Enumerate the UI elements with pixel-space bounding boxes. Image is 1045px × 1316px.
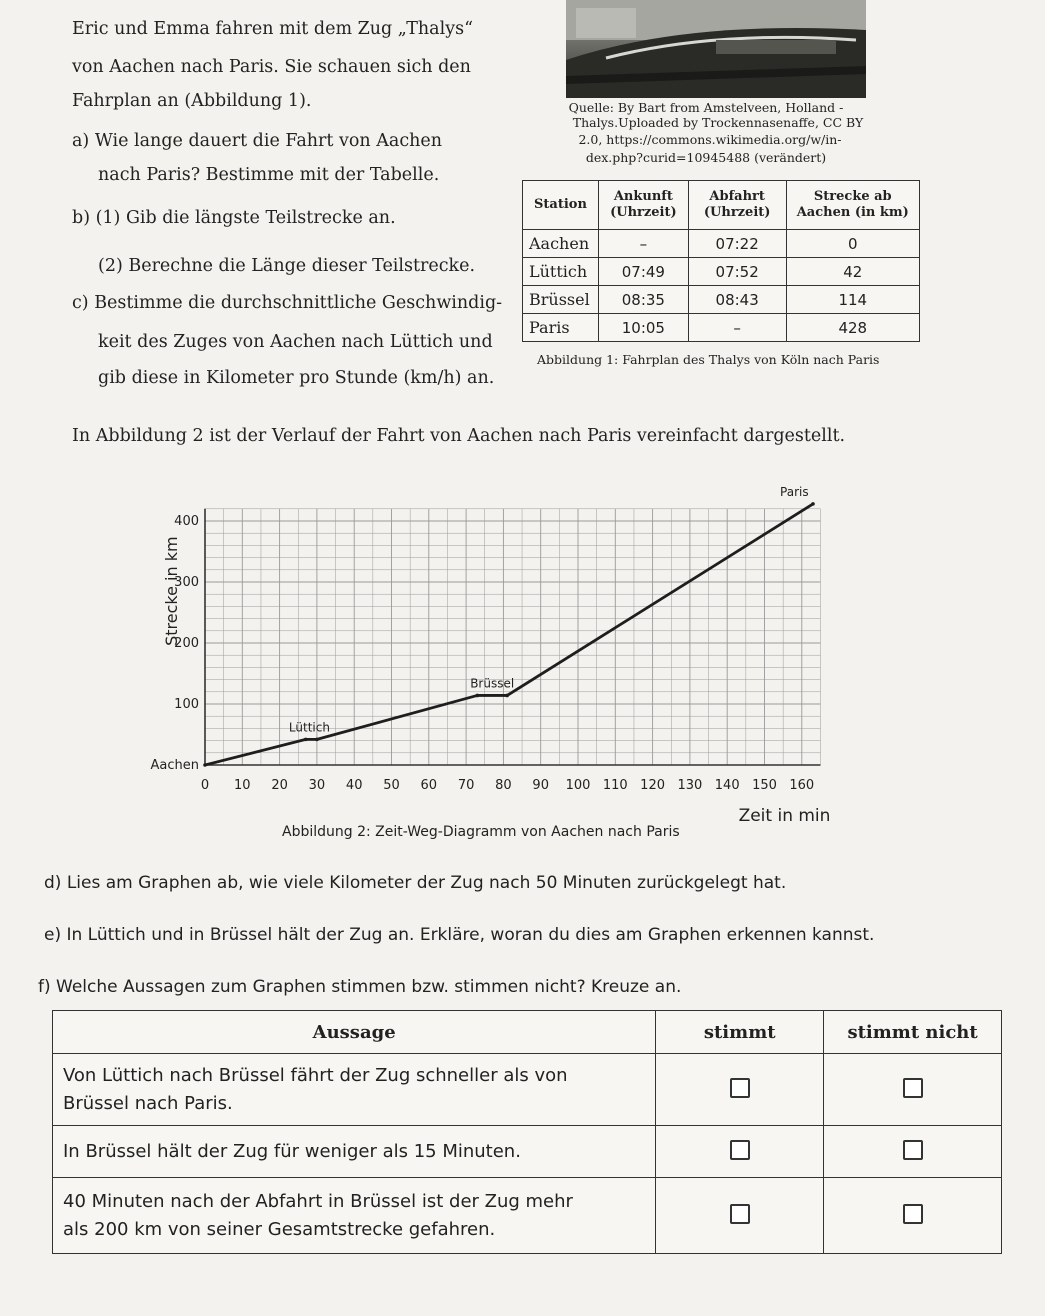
checkbox-stimmt-nicht[interactable] <box>903 1078 923 1098</box>
intro-line-3: Fahrplan an (Abbildung 1). <box>72 91 312 111</box>
photo-source-line-2: Thalys.Uploaded by Trockennasenaffe, CC BY <box>572 115 864 130</box>
x-tick-label: 150 <box>752 778 777 793</box>
data-point <box>811 502 815 506</box>
checkbox-stimmt-nicht[interactable] <box>903 1204 923 1224</box>
task-d: d) Lies am Graphen ab, wie viele Kilometer der Zug nach 50 Minuten zurückgelegt hat. <box>44 873 787 893</box>
task-c-line-1: c) Bestimme die durchschnittliche Geschwindig- <box>72 293 503 313</box>
x-tick-label: 40 <box>345 778 363 793</box>
header-abfahrt: Abfahrt (Uhrzeit) <box>688 181 786 230</box>
x-tick-label: 140 <box>714 778 740 793</box>
x-tick-label: 10 <box>234 778 251 793</box>
x-tick-label: 0 <box>200 778 210 793</box>
x-tick-labels <box>201 778 814 793</box>
timetable <box>522 180 920 342</box>
statement-text: In Brüssel hält der Zug für weniger als 15 Minuten. <box>63 1140 521 1162</box>
x-tick-label: 70 <box>457 778 475 793</box>
x-tick-label: 110 <box>602 778 628 793</box>
header-stimmt-nicht: stimmt nicht <box>824 1011 1002 1054</box>
header-station: Station <box>523 181 599 230</box>
data-point <box>304 738 308 742</box>
annotation-label: Lüttich <box>288 720 330 735</box>
thalys-train-photo <box>566 0 866 98</box>
chart-annotations <box>289 485 809 734</box>
task-a-line-1: a) Wie lange dauert die Fahrt von Aachen <box>72 131 443 151</box>
x-tick-label: 20 <box>271 778 288 793</box>
data-point <box>505 694 509 698</box>
data-point <box>315 738 319 742</box>
table-row: Lüttich 07:49 07:52 42 <box>523 258 920 286</box>
x-tick-label: 30 <box>308 778 326 793</box>
statement-text: Brüssel nach Paris. <box>63 1092 233 1114</box>
x-tick-label: 90 <box>532 778 549 793</box>
checkbox-stimmt[interactable] <box>730 1078 750 1098</box>
annotation-label: Paris <box>780 484 809 499</box>
header-strecke: Strecke ab Aachen (in km) <box>786 181 919 230</box>
photo-source-line-4: dex.php?curid=10945488 (verändert) <box>585 150 827 165</box>
distance-time-chart <box>140 445 860 830</box>
x-tick-label: 60 <box>420 778 438 793</box>
task-b2: (2) Berechne die Länge dieser Teilstrecke. <box>98 256 476 276</box>
annotation-label: Brüssel <box>470 676 515 691</box>
header-ankunft: Ankunft (Uhrzeit) <box>598 181 688 230</box>
x-axis-label: Zeit in min <box>738 806 831 826</box>
x-tick-label: 160 <box>789 778 815 793</box>
chart-caption: Abbildung 2: Zeit-Weg-Diagramm von Aachen nach Paris <box>282 824 680 840</box>
photo-source-line-3: 2.0, https://commons.wikimedia.org/w/in- <box>578 132 842 147</box>
statement-row <box>53 1178 1002 1254</box>
header-aussage: Aussage <box>53 1011 656 1054</box>
task-a-line-2: nach Paris? Bestimme mit der Tabelle. <box>98 165 440 185</box>
y-tick-label: 200 <box>174 636 199 651</box>
statement-text: Von Lüttich nach Brüssel fährt der Zug schneller als von <box>63 1064 568 1086</box>
header-stimmt: stimmt <box>656 1011 824 1054</box>
task-b1: b) (1) Gib die längste Teilstrecke an. <box>72 208 396 228</box>
x-tick-label: 50 <box>383 778 400 793</box>
graph-intro: In Abbildung 2 ist der Verlauf der Fahrt von Aachen nach Paris vereinfacht dargestellt. <box>72 426 846 446</box>
data-point <box>475 694 479 698</box>
statements-table <box>52 1010 1002 1254</box>
task-c-line-2: keit des Zuges von Aachen nach Lüttich und <box>98 332 493 352</box>
intro-line-1: Eric und Emma fahren mit dem Zug „Thalys“ <box>72 19 474 39</box>
checkbox-stimmt[interactable] <box>730 1140 750 1160</box>
checkbox-stimmt[interactable] <box>730 1204 750 1224</box>
statement-row <box>53 1054 1002 1126</box>
statement-text: 40 Minuten nach der Abfahrt in Brüssel ist der Zug mehr <box>63 1190 573 1212</box>
task-f: f) Welche Aussagen zum Graphen stimmen bzw. stimmen nicht? Kreuze an. <box>38 977 682 997</box>
x-tick-label: 130 <box>677 778 703 793</box>
checkbox-stimmt-nicht[interactable] <box>903 1140 923 1160</box>
task-e: e) In Lüttich und in Brüssel hält der Zug an. Erkläre, woran du dies am Graphen erkennen kannst. <box>44 925 875 945</box>
statement-text: als 200 km von seiner Gesamtstrecke gefahren. <box>63 1218 496 1240</box>
y-tick-label: 100 <box>174 697 199 712</box>
y-tick-label: 400 <box>174 514 199 529</box>
table-row: Aachen – 07:22 0 <box>523 230 920 258</box>
y-tick-label: Aachen <box>150 758 199 773</box>
data-point <box>203 763 207 767</box>
y-tick-label: 300 <box>174 575 199 590</box>
intro-line-2: von Aachen nach Paris. Sie schauen sich den <box>72 57 471 77</box>
x-tick-label: 100 <box>565 778 591 793</box>
y-axis-label: Strecke in km <box>162 536 181 646</box>
timetable-caption: Abbildung 1: Fahrplan des Thalys von Köln nach Paris <box>537 352 880 367</box>
photo-source-line-1: Quelle: By Bart from Amstelveen, Holland - <box>568 100 844 115</box>
x-tick-label: 80 <box>495 778 512 793</box>
table-row: Paris 10:05 – 428 <box>523 314 920 342</box>
statement-row <box>53 1126 1002 1178</box>
table-row: Brüssel 08:35 08:43 114 <box>523 286 920 314</box>
task-c-line-3: gib diese in Kilometer pro Stunde (km/h) an. <box>98 368 495 388</box>
x-tick-label: 120 <box>640 778 666 793</box>
